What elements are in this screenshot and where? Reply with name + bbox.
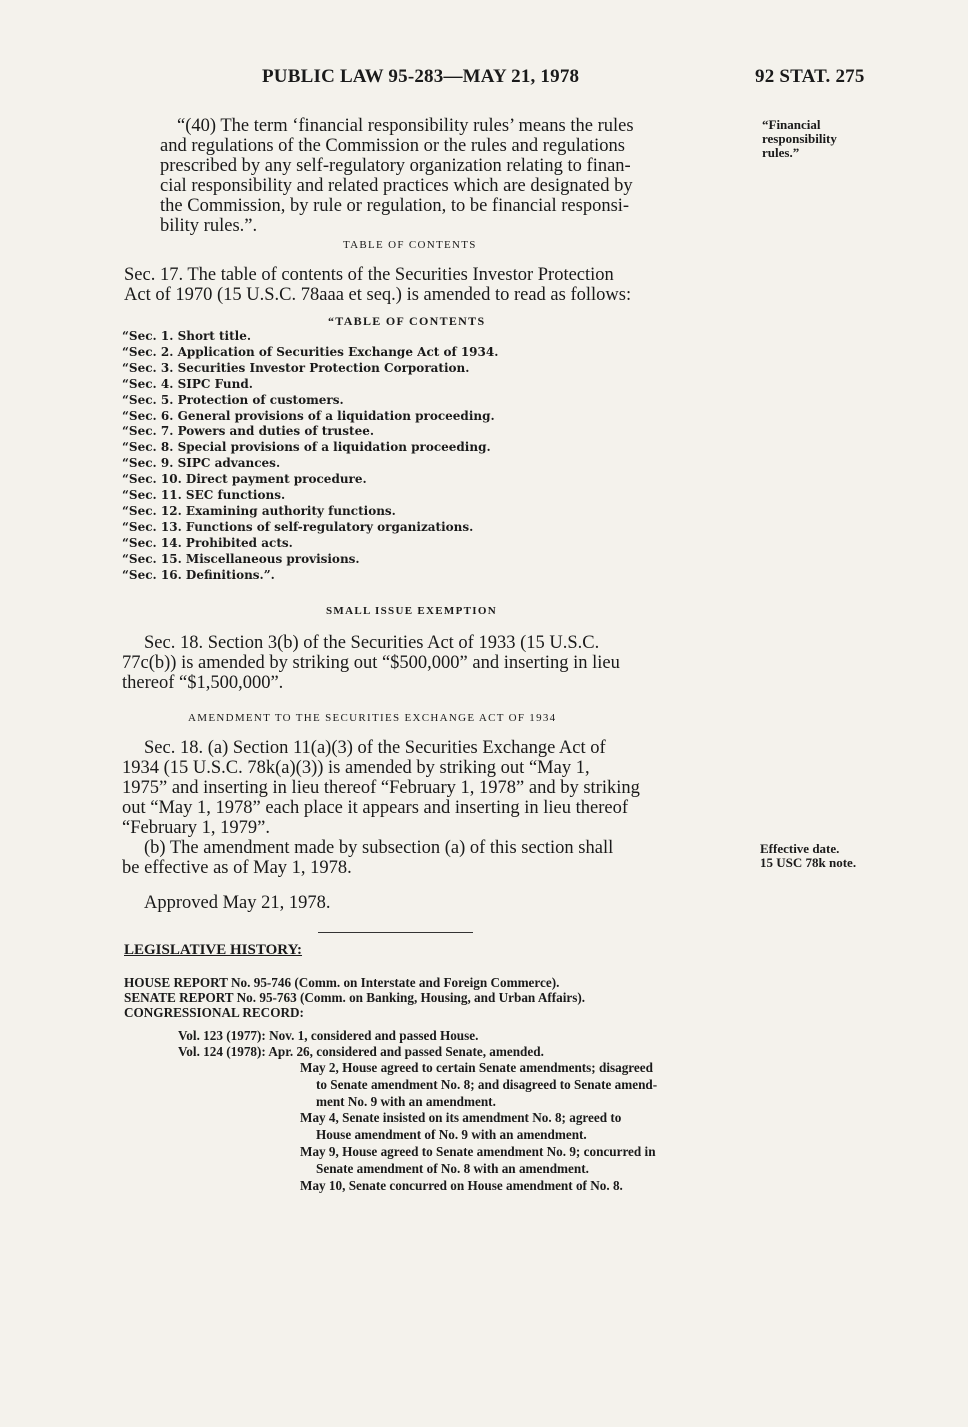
legislative-history-reports — [124, 975, 585, 1020]
text-line: thereof “$1,500,000”. — [122, 673, 284, 693]
margin-note-effective — [760, 842, 856, 870]
text-line: bility rules.”. — [160, 216, 258, 236]
text-line: Sec. 18. Section 3(b) of the Securities Act of 1933 (15 U.S.C. — [144, 633, 600, 653]
text-line: “(40) The term ‘financial responsibility rules’ means the rules — [177, 116, 634, 136]
toc-entry: “Sec. 16. Definitions.”. — [122, 567, 275, 582]
history-line: May 4, Senate insisted on its amendment No. 8; agreed to — [300, 1110, 622, 1126]
text-line: Act of 1970 (15 U.S.C. 78aaa et seq.) is amended to read as follows: — [124, 285, 632, 305]
toc-entry: “Sec. 5. Protection of customers. — [122, 392, 344, 407]
text-line: 1975” and inserting in lieu thereof “February 1, 1978” and by striking — [122, 778, 640, 798]
toc-inner-heading: “TABLE OF CONTENTS — [328, 314, 486, 328]
history-line: HOUSE REPORT No. 95-746 (Comm. on Interstate and Foreign Commerce). — [124, 975, 560, 990]
toc-list — [122, 329, 498, 584]
margin-note-line: responsibility — [762, 131, 837, 146]
toc-entry: “Sec. 3. Securities Investor Protection Corporation. — [122, 360, 470, 375]
text-line: Sec. 17. The table of contents of the Securities Investor Protection — [124, 265, 614, 285]
history-line: May 10, Senate concurred on House amendment of No. 8. — [300, 1177, 623, 1193]
toc-entry: “Sec. 11. SEC functions. — [122, 488, 286, 503]
history-line: May 2, House agreed to certain Senate amendments; disagreed — [300, 1060, 653, 1075]
section-heading-small-issue: SMALL ISSUE EXEMPTION — [326, 605, 497, 617]
text-line: the Commission, by rule or regulation, to be financial responsi- — [160, 196, 630, 216]
text-line: out “May 1, 1978” each place it appears and inserting in lieu thereof — [122, 798, 628, 818]
toc-entry: “Sec. 2. Application of Securities Exchange Act of 1934. — [122, 344, 499, 359]
toc-entry: “Sec. 12. Examining authority functions. — [122, 503, 396, 518]
text-line: Sec. 18. (a) Section 11(a)(3) of the Securities Exchange Act of — [144, 738, 606, 758]
margin-note-financial — [762, 118, 837, 160]
approved-date: Approved May 21, 1978. — [144, 893, 331, 913]
history-vol-124: Vol. 124 (1978): Apr. 26, considered and passed Senate, amended. — [178, 1044, 544, 1059]
text-line: “February 1, 1979”. — [122, 818, 270, 838]
text-line: prescribed by any self-regulatory organization relating to finan- — [160, 156, 631, 176]
section-heading-toc: TABLE OF CONTENTS — [343, 239, 477, 251]
toc-entry: “Sec. 4. SIPC Fund. — [122, 376, 253, 391]
history-vol-123: Vol. 123 (1977): Nov. 1, considered and passed House. — [178, 1028, 479, 1043]
section-18-small-issue — [122, 633, 620, 693]
history-line: SENATE REPORT No. 95-763 (Comm. on Banking, Housing, and Urban Affairs). — [124, 990, 586, 1005]
page-header-law: PUBLIC LAW 95-283—MAY 21, 1978 — [262, 66, 580, 87]
margin-note-line: “Financial — [762, 117, 821, 132]
text-line: cial responsibility and related practices which are designated by — [160, 176, 633, 196]
definition-40 — [122, 116, 634, 236]
text-line: and regulations of the Commission or the rules and regulations — [160, 136, 625, 156]
section-17 — [122, 265, 631, 305]
toc-entry: “Sec. 9. SIPC advances. — [122, 456, 281, 471]
history-line: ment No. 9 with an amendment. — [316, 1093, 496, 1109]
toc-entry: “Sec. 13. Functions of self-regulatory organizations. — [122, 519, 474, 534]
toc-entry: “Sec. 14. Prohibited acts. — [122, 535, 293, 550]
page-header-stat: 92 STAT. 275 — [755, 66, 865, 87]
text-line: (b) The amendment made by subsection (a) of this section shall — [144, 838, 614, 858]
margin-note-line: Effective date. — [760, 841, 840, 856]
toc-entry: “Sec. 7. Powers and duties of trustee. — [122, 424, 375, 439]
history-may-actions — [300, 1060, 657, 1194]
toc-entry: “Sec. 8. Special provisions of a liquidation proceeding. — [122, 440, 491, 455]
history-line: CONGRESSIONAL RECORD: — [124, 1005, 304, 1020]
toc-entry: “Sec. 6. General provisions of a liquidation proceeding. — [122, 408, 495, 423]
margin-note-line: rules.” — [762, 145, 800, 160]
history-line: House amendment of No. 9 with an amendment. — [316, 1127, 587, 1143]
divider-rule — [318, 932, 473, 933]
toc-entry: “Sec. 1. Short title. — [122, 329, 252, 343]
section-18-amendment — [122, 738, 640, 878]
section-heading-amendment: AMENDMENT TO THE SECURITIES EXCHANGE ACT OF 1934 — [188, 712, 557, 724]
history-line: to Senate amendment No. 8; and disagreed to Senate amend- — [316, 1076, 658, 1092]
text-line: be effective as of May 1, 1978. — [122, 858, 352, 878]
text-line: 77c(b)) is amended by striking out “$500,000” and inserting in lieu — [122, 653, 620, 673]
text-line: 1934 (15 U.S.C. 78k(a)(3)) is amended by striking out “May 1, — [122, 758, 590, 778]
toc-entry: “Sec. 15. Miscellaneous provisions. — [122, 551, 360, 566]
toc-entry: “Sec. 10. Direct payment procedure. — [122, 472, 367, 487]
margin-note-line: 15 USC 78k note. — [760, 855, 857, 870]
legislative-history-title: LEGISLATIVE HISTORY: — [124, 942, 303, 958]
history-line: Senate amendment of No. 8 with an amendment. — [316, 1160, 589, 1176]
history-line: May 9, House agreed to Senate amendment No. 9; concurred in — [300, 1143, 656, 1159]
